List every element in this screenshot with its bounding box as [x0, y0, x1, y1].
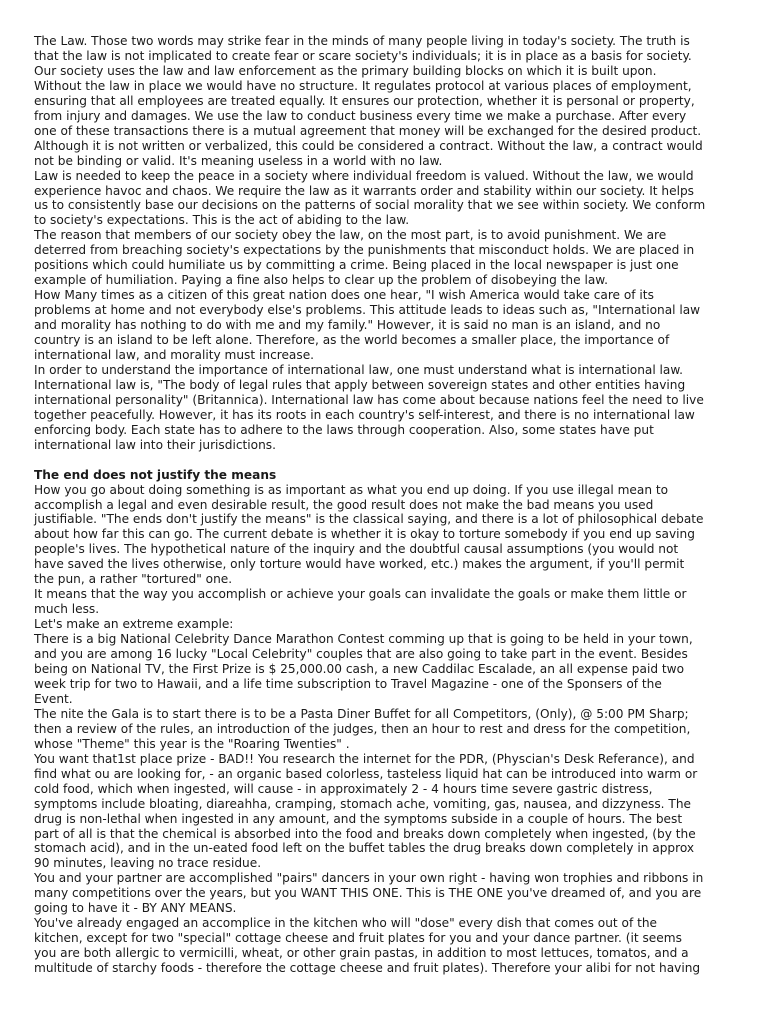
paragraph-extreme-example: Let's make an extreme example: [34, 617, 234, 632]
paragraph-law-keeps-peace: Law is needed to keep the peace in a society where individual freedom is valued. Without the law, we would experience havoc and chaos. We require the law as it warrants order and stability within our society. It helps us to consistently base our decisions on the patterns of social morality that we see within society. We conform to society's expectations. This is the act of abiding to the law. [34, 168, 706, 228]
paragraph-spacer [34, 453, 728, 468]
paragraph-invalidate-goals: It means that the way you accomplish or achieve your goals can invalidate the goals or make them little or much less. [34, 587, 687, 617]
paragraph-avoid-punishment: The reason that members of our society obey the law, on the most part, is to avoid punishment. We are deterred from breaching society's expectations by the punishments that misconduct holds. We are placed in positions which could humiliate us by committing a crime. Being placed in the local newspaper is just one example of humiliation. Paying a fine also helps to clear up the problem of disobeying the law. [34, 228, 695, 288]
paragraph-first-place-prize: You want that1st place prize - BAD!! You research the internet for the PDR, (Physcian's Desk Referance), and find what ou are looking for, - an organic based colorless, tasteless liquid hat can be introduced into warm or cold food, which when ingested, will cause - in approximately 2 - 4 hours time severe gastric distress, symptoms include bloating, diareahha, cramping, stomach ache, vomiting, gas, nausea, and dizzyness. The drug is non-lethal when ingested in any amount, and the symptoms subside in a couple of hours. The best part of all is that the chemical is absorbed into the food and breaks down completely when ingested, (by the stomach acid), and in the un-eated food left on the buffet tables the drug breaks down completely in approx 90 minutes, leaving no trace residue. [34, 751, 698, 871]
paragraph-ends-means-intro: How you go about doing something is as important as what you end up doing. If you use illegal mean to accomplish a legal and even desirable result, the good result does not make the bad means you used justifiable. "The ends don't justify the means" is the classical saying, and there is a lot of philosophical debate about how far this can go. The current debate is whether it is okay to torture somebody if you end up saving people's lives. The hypothetical nature of the inquiry and the doubtful causal assumptions (you would not have saved the lives otherwise, only torture would have worked, etc.) makes the argument, if you'll permit the pun, a rather "tortured" one. [34, 482, 704, 587]
paragraph-international-morality: How Many times as a citizen of this great nation does one hear, "I wish America would take care of its problems at home and not everybody else's problems. This attitude leads to ideas such as, "International law and morality has nothing to do with me and my family." However, it is said no man is an island, and no country is an island to be left alone. Therefore, as the world becomes a smaller place, the importance of international law, and morality must increase. [34, 288, 701, 363]
section-heading: The end does not justify the means [34, 467, 277, 482]
paragraph-the-law: The Law. Those two words may strike fear in the minds of many people living in today's society. The truth is that the law is not implicated to create fear or scare society's individuals; it is in place as a basis for society. Our society uses the law and law enforcement as the primary building blocks on which it is built upon. Without the law in place we would have no structure. It regulates protocol at various places of employment, ensuring that all employees are treated equally. It ensures our protection, whether it is personal or property, from injury and damages. We use the law to conduct business every time we make a purchase. After every one of these transactions there is a mutual agreement that money will be exchanged for the desired product. Although it is not written or verbalized, this could be considered a contract. Without the law, a contract would not be binding or valid. It's meaning useless in a world with no law. [34, 34, 703, 168]
paragraph-accomplice-kitchen: You've already engaged an accomplice in the kitchen who will "dose" every dish that comes out of the kitchen, except for two "special" cottage cheese and fruit plates for you and your dance partner. (it seems you are both allergic to vermicilli, wheat, or other grain pastas, in addition to most lettuces, tomatos, and a multitude of starchy foods - therefore the cottage cheese and fruit plates). Therefore your alibi for not having [34, 916, 701, 976]
document-body [34, 34, 728, 976]
paragraph-gala-night: The nite the Gala is to start there is to be a Pasta Diner Buffet for all Competitors, (Only), @ 5:00 PM Sharp; then a review of the rules, an introduction of the judges, then an hour to rest and dress for the competition, whose "Theme" this year is the "Roaring Twenties" . [34, 706, 691, 751]
paragraph-dance-contest: There is a big National Celebrity Dance Marathon Contest comming up that is going to be held in your town, and you are among 16 lucky "Local Celebrity" couples that are also going to take part in the event. Besides being on National TV, the First Prize is $ 25,000.00 cash, a new Caddilac Escalade, an all expense paid two week trip for two to Hawaii, and a life time subscription to Travel Magazine - one of the Sponsers of the Event. [34, 632, 693, 706]
paragraph-international-law-definition: In order to understand the importance of international law, one must understand what is international law. International law is, "The body of legal rules that apply between sovereign states and other entities having international personality" (Britannica). International law has come about because nations feel the need to live together peacefully. However, it has its roots in each country's self-interest, and there is no international law enforcing body. Each state has to adhere to the laws through cooperation. Also, some states have put international law into their jurisdictions. [34, 362, 704, 452]
paragraph-accomplished-dancers: You and your partner are accomplished "pairs" dancers in your own right - having won trophies and ribbons in many competitions over the years, but you WANT THIS ONE. This is THE ONE you've dreamed of, and you are going to have it - BY ANY MEANS. [34, 871, 704, 916]
